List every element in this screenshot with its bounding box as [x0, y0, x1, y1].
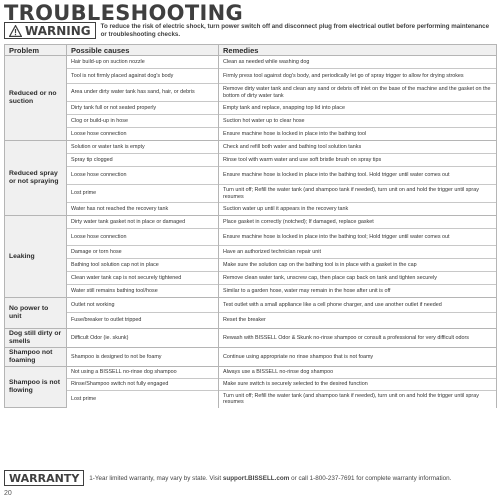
remedy-cell: Always use a BISSELL no-rinse dog shampoo	[219, 367, 497, 379]
warning-banner	[4, 21, 496, 40]
cause-cell: Water has not reached the recovery tank	[67, 203, 219, 216]
table-row	[5, 216, 497, 229]
problem-cell: Shampoo not foaming	[5, 348, 67, 367]
table-row	[5, 128, 497, 141]
cause-cell: Tool is not firmly placed against dog's body	[67, 69, 219, 84]
warranty-banner	[4, 470, 496, 486]
warranty-label: WARRANTY	[4, 470, 84, 486]
cause-cell: Not using a BISSELL no-rinse dog shampoo	[67, 367, 219, 379]
header-problem: Problem	[5, 45, 67, 56]
cause-cell: Loose hose connection	[67, 229, 219, 246]
table-row	[5, 84, 497, 102]
cause-cell: Area under dirty water tank has sand, hair, or debris	[67, 84, 219, 102]
remedy-cell: Place gasket in correctly (notched); If damaged, replace gasket	[219, 216, 497, 229]
remedy-cell: Suction hot water up to clear hose	[219, 115, 497, 128]
remedy-cell: Turn unit off; Refill the water tank (and shampoo tank if needed), turn unit on and hold the trigger until spray resumes	[219, 391, 497, 408]
remedy-cell: Empty tank and replace, snapping top lid into place	[219, 102, 497, 115]
remedy-cell: Have an authorized technician repair unit	[219, 246, 497, 259]
warranty-link[interactable]: support.BISSELL.com	[222, 474, 290, 482]
table-body	[5, 56, 497, 408]
remedy-cell: Turn unit off; Refill the water tank (and shampoo tank if needed), turn unit on and hold the trigger until spray resumes	[219, 185, 497, 203]
table-row	[5, 298, 497, 313]
table-row	[5, 141, 497, 154]
warranty-text-after: or call 1-800-237-7691 for complete warranty information.	[289, 474, 452, 482]
table-row	[5, 185, 497, 203]
table-row	[5, 367, 497, 379]
warning-label-box	[4, 22, 96, 39]
table-row	[5, 56, 497, 69]
table-row	[5, 246, 497, 259]
table-row	[5, 379, 497, 391]
page-number: 20	[4, 490, 12, 497]
cause-cell: Outlet not working	[67, 298, 219, 313]
table-row	[5, 285, 497, 298]
remedy-cell: Clean as needed while washing dog	[219, 56, 497, 69]
cause-cell: Spray tip clogged	[67, 154, 219, 167]
cause-cell: Hair build-up on suction nozzle	[67, 56, 219, 69]
cause-cell: Dirty water tank gasket not in place or damaged	[67, 216, 219, 229]
table-row	[5, 203, 497, 216]
table-header-row	[5, 45, 497, 56]
remedy-cell: Make sure the solution cap on the bathing tool is in place with a gasket in the cap	[219, 259, 497, 272]
cause-cell: Bathing tool solution cap not in place	[67, 259, 219, 272]
remedy-cell: Test outlet with a small appliance like a cell phone charger, and use another outlet if needed	[219, 298, 497, 313]
problem-cell: Shampoo is not flowing	[5, 367, 67, 408]
remedy-cell: Firmly press tool against dog's body, and periodically let go of spray trigger to allow for drying strokes	[219, 69, 497, 84]
warning-label: WARNING	[25, 23, 91, 38]
warranty-text	[89, 475, 451, 482]
cause-cell: Dirty tank full or not seated properly	[67, 102, 219, 115]
table-row	[5, 102, 497, 115]
cause-cell: Solution or water tank is empty	[67, 141, 219, 154]
table-row	[5, 167, 497, 185]
table-row	[5, 259, 497, 272]
table-row	[5, 348, 497, 367]
table-row	[5, 329, 497, 348]
cause-cell: Lost prime	[67, 391, 219, 408]
cause-cell: Loose hose connection	[67, 167, 219, 185]
remedy-cell: Ensure machine hose is locked in place into the bathing tool	[219, 128, 497, 141]
cause-cell: Fuse/breaker to outlet tripped	[67, 313, 219, 329]
problem-cell: Leaking	[5, 216, 67, 298]
cause-cell: Rinse/Shampoo switch not fully engaged	[67, 379, 219, 391]
table-row	[5, 391, 497, 408]
troubleshooting-table	[4, 44, 497, 408]
cause-cell: Clog or build-up in hose	[67, 115, 219, 128]
remedy-cell: Remove clean water tank, unscrew cap, then place cap back on tank and tighten securely	[219, 272, 497, 285]
warranty-text-before: 1-Year limited warranty, may vary by state. Visit	[89, 474, 223, 482]
table-row	[5, 229, 497, 246]
remedy-cell: Ensure machine hose is locked in place into the bathing tool. Hold trigger until water comes out	[219, 167, 497, 185]
header-remedies: Remedies	[219, 45, 497, 56]
cause-cell: Damage or torn hose	[67, 246, 219, 259]
warning-triangle-icon	[9, 25, 22, 37]
cause-cell: Difficult Odor (ie. skunk)	[67, 329, 219, 348]
problem-cell: Dog still dirty or smells	[5, 329, 67, 348]
table-row	[5, 154, 497, 167]
cause-cell: Lost prime	[67, 185, 219, 203]
remedy-cell: Reset the breaker	[219, 313, 497, 329]
remedy-cell: Suction water up until it appears in the recovery tank	[219, 203, 497, 216]
page-title: TROUBLESHOOTING	[4, 1, 243, 25]
problem-cell: No power to unit	[5, 298, 67, 329]
remedy-cell: Rewash with BISSELL Odor & Skunk no-rinse shampoo or consult a professional for very difficult odors	[219, 329, 497, 348]
remedy-cell: Similar to a garden hose, water may remain in the hose after unit is off	[219, 285, 497, 298]
remedy-cell: Rinse tool with warm water and use soft bristle brush on spray tips	[219, 154, 497, 167]
table-row	[5, 115, 497, 128]
problem-cell: Reduced spray or not spraying	[5, 141, 67, 216]
remedy-cell: Check and refill both water and bathing tool solution tanks	[219, 141, 497, 154]
cause-cell: Water still remains bathing tool/hose	[67, 285, 219, 298]
table-row	[5, 313, 497, 329]
remedy-cell: Make sure switch is securely selected to the desired function	[219, 379, 497, 391]
cause-cell: Shampoo is designed to not be foamy	[67, 348, 219, 367]
remedy-cell: Remove dirty water tank and clean any sand or debris off inlet on the base of the machine and the gasket on the bottom of dirty water tank	[219, 84, 497, 102]
warning-text: To reduce the risk of electric shock, turn power switch off and disconnect plug from electrical outlet before performing maintenance or troubleshooting checks.	[100, 23, 490, 38]
table-row	[5, 69, 497, 84]
header-causes: Possible causes	[67, 45, 219, 56]
remedy-cell: Continue using appropriate no rinse shampoo that is not foamy	[219, 348, 497, 367]
problem-cell: Reduced or no suction	[5, 56, 67, 141]
cause-cell: Loose hose connection	[67, 128, 219, 141]
table-row	[5, 272, 497, 285]
remedy-cell: Ensure machine hose is locked in place into the bathing tool; Hold trigger until water comes out	[219, 229, 497, 246]
cause-cell: Clean water tank cap is not securely tightened	[67, 272, 219, 285]
